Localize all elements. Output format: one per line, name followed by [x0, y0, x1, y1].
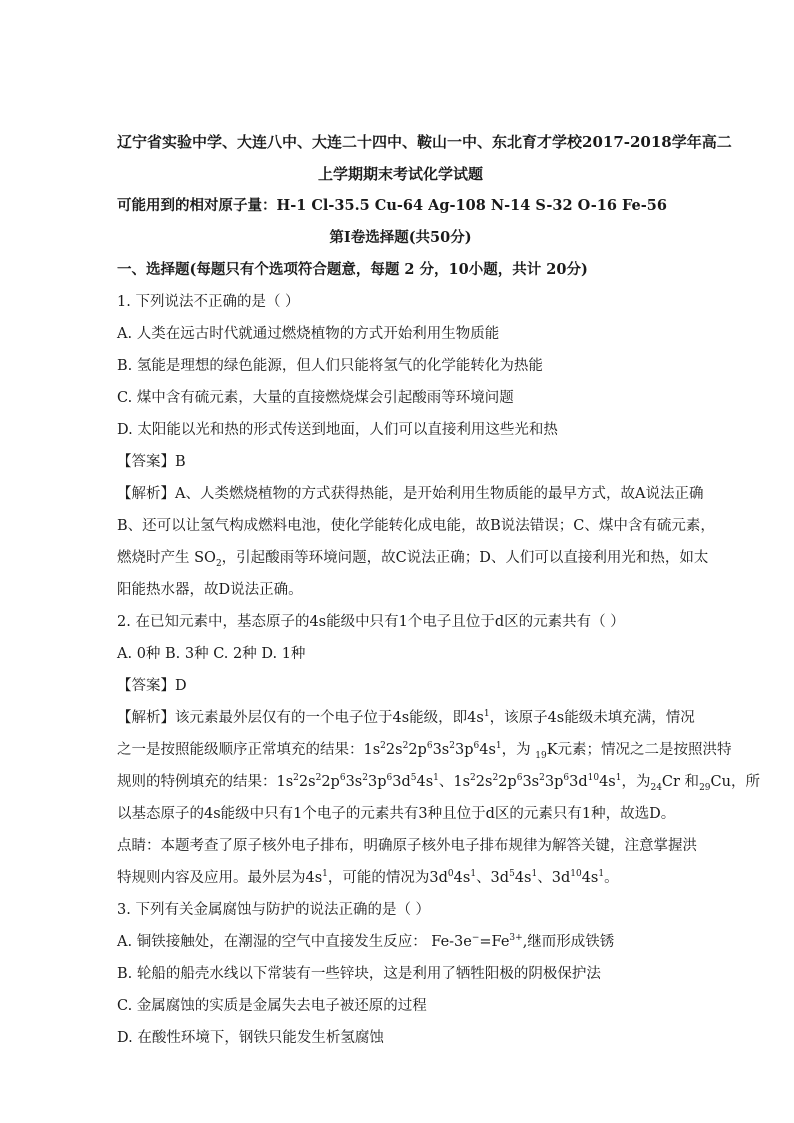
atomic-mass-line: 可能用到的相对原子量：H-1 Cl-35.5 Cu-64 Ag-108 N-14 S-32 O-16 Fe-56	[117, 197, 667, 214]
analysis-text: 4s	[453, 870, 471, 886]
analysis-text: 4s	[514, 870, 532, 886]
orbital: 2p	[321, 774, 340, 790]
orbital: 3d	[392, 774, 411, 790]
superscript: 1	[322, 869, 328, 880]
orbital: 4s	[599, 774, 616, 790]
document-title-line2: 上学期期末考试化学试题	[317, 165, 483, 183]
question-3-option-c: C. 金属腐蚀的实质是金属失去电子被还原的过程	[117, 998, 427, 1014]
superscript: 2	[362, 773, 368, 784]
superscript: 6	[516, 773, 523, 784]
analysis-text: ，该原子4s能级未填充满，情况	[489, 710, 695, 726]
question-2-note-line2	[117, 868, 684, 888]
superscript: 2	[470, 773, 476, 784]
option-text: =Fe	[479, 934, 510, 950]
question-1-stem: 1. 下列说法不正确的是（ ）	[117, 294, 300, 310]
analysis-text: 规则的特例填充的结果：1s	[117, 774, 294, 790]
orbital: 3d	[569, 774, 588, 790]
document-title-line1: 辽宁省实验中学、大连八中、大连二十四中、鞍山一中、东北育才学校2017-2018学年高二	[117, 133, 732, 151]
superscript: 1	[598, 869, 605, 880]
superscript: 2	[315, 773, 322, 784]
orbital: 3s	[345, 774, 363, 790]
orbital: 3s	[522, 774, 540, 790]
analysis-text: ，引起酸雨等环境问题，故C说法正确；D、人们可以直接利用光和热，如太	[221, 550, 709, 566]
orbital: 3s	[432, 742, 450, 758]
orbital: 2s	[475, 774, 493, 790]
analysis-text: 之一是按照能级顺序正常填充的结果：1s	[117, 742, 381, 758]
orbital: 2s	[385, 742, 403, 758]
orbital: 3p	[367, 774, 387, 790]
analysis-text: Cr 和	[661, 774, 700, 790]
subscript: 19	[535, 750, 547, 761]
question-1-option-a: A. 人类在远古时代就通过燃烧植物的方式开始利用生物质能	[117, 326, 500, 342]
superscript: 2	[402, 741, 409, 752]
superscript: −	[471, 933, 480, 944]
analysis-text: Cu，所	[710, 774, 760, 790]
question-3-option-b: B. 轮船的船壳水线以下常装有一些锌块，这是利用了牺牲阳极的阴极保护法	[117, 966, 601, 982]
orbital: 3p	[454, 742, 474, 758]
question-3-option-a	[117, 932, 684, 952]
superscript: 2	[380, 741, 386, 752]
superscript: 6	[563, 773, 570, 784]
analysis-text: 燃烧时产生 SO	[117, 550, 216, 566]
subscript: 2	[215, 558, 222, 569]
orbital: 3p	[544, 774, 564, 790]
analysis-text: 、3d	[476, 870, 510, 886]
question-1-analysis-line4: 阳能热水器，故D说法正确。	[117, 582, 303, 598]
superscript: 1	[495, 741, 502, 752]
subscript: 24	[650, 782, 662, 793]
section-title: 一、选择题(每题只有个选项符合题意，每题 2 分，10小题，共计 20分)	[117, 261, 588, 278]
option-text: A. 铜铁接触处，在潮湿的空气中直接发生反应： Fe-3e	[117, 934, 472, 950]
superscript: 2	[293, 773, 299, 784]
analysis-text: 。	[604, 870, 619, 886]
question-1-analysis-line2: B、还可以让氢气构成燃料电池，使化学能转化成电能，故B说法错误；C、煤中含有硫元素，	[117, 518, 715, 534]
question-2-stem: 2. 在已知元素中，基态原子的4s能级中只有1个电子且位于d区的元素共有（ ）	[117, 614, 625, 630]
superscript: 1	[433, 773, 439, 784]
superscript: 6	[339, 773, 346, 784]
question-3-stem: 3. 下列有关金属腐蚀与防护的说法正确的是（ ）	[117, 902, 431, 918]
question-1-analysis-line3	[117, 548, 709, 569]
orbital: 2s	[298, 774, 316, 790]
superscript: 10	[587, 773, 600, 784]
orbital: 2p	[408, 742, 427, 758]
option-text: ,继而形成铁锈	[522, 934, 615, 950]
superscript: 6	[473, 741, 480, 752]
question-3-option-d: D. 在酸性环境下，钢铁只能发生析氢腐蚀	[117, 1030, 384, 1046]
subscript: 29	[699, 782, 711, 793]
analysis-text: ，为	[621, 774, 651, 790]
superscript: 2	[449, 741, 455, 752]
superscript: 5	[509, 869, 515, 880]
superscript: 1	[531, 869, 538, 880]
question-1-option-d: D. 太阳能以光和热的形式传送到地面，人们可以直接利用这些光和热	[117, 422, 558, 438]
analysis-text: K元素；情况之二是按照洪特	[546, 742, 732, 758]
question-1-answer: 【答案】B	[117, 454, 186, 470]
question-2-answer: 【答案】D	[117, 678, 187, 694]
analysis-text: 4s	[581, 870, 599, 886]
superscript: 2	[492, 773, 499, 784]
question-2-analysis-line1	[117, 708, 695, 728]
orbital: 2p	[498, 774, 517, 790]
question-2-analysis-line2	[117, 740, 732, 761]
superscript: 6	[426, 741, 433, 752]
superscript: 10	[570, 869, 582, 880]
superscript: 1	[483, 709, 490, 720]
analysis-text: 【解析】该元素最外层仅有的一个电子位于4s能级，即4s	[117, 710, 484, 726]
question-2-note-line1: 点睛：本题考查了原子核外电子排布，明确原子核外电子排布规律为解答关键，注意掌握洪	[117, 838, 697, 854]
orbital: 4s	[479, 742, 496, 758]
question-1-option-b: B. 氢能是理想的绿色能源，但人们只能将氢气的化学能转化为热能	[117, 358, 543, 374]
superscript: 5	[410, 773, 417, 784]
analysis-text: 特规则内容及应用。最外层为4s	[117, 870, 323, 886]
analysis-text: ，可能的情况为3d	[327, 870, 448, 886]
question-1-analysis-line1: 【解析】A、人类燃烧植物的方式获得热能，是开始利用生物质能的最早方式，故A说法正确	[117, 486, 704, 502]
orbital: 4s	[416, 774, 434, 790]
superscript: 1	[470, 869, 477, 880]
superscript: 2	[539, 773, 545, 784]
superscript: 1	[615, 773, 622, 784]
question-1-option-c: C. 煤中含有硫元素，大量的直接燃烧煤会引起酸雨等环境问题	[117, 390, 514, 406]
analysis-text: ，为	[501, 742, 536, 758]
superscript: 3+	[509, 933, 523, 944]
question-2-analysis-line3: 规则的特例填充的结果：$1s^22s^22p^63s^23p^63d^54s^1$、$1s^22s^22p^63s^23p^63d^{10}4s^1$，为$_{24}$Cr 和$_{29}$Cu，所	[117, 773, 760, 793]
part-title: 第Ⅰ卷选择题(共50分)	[329, 229, 472, 246]
analysis-text: 、3d	[537, 870, 571, 886]
superscript: 6	[386, 773, 393, 784]
question-2-analysis-line4: 以基态原子的4s能级中只有1个电子的元素共有3种且位于d区的元素只有1种，故选D。	[117, 806, 676, 822]
superscript: 0	[447, 869, 454, 880]
question-2-options: A. 0种 B. 3种 C. 2种 D. 1种	[117, 646, 306, 662]
